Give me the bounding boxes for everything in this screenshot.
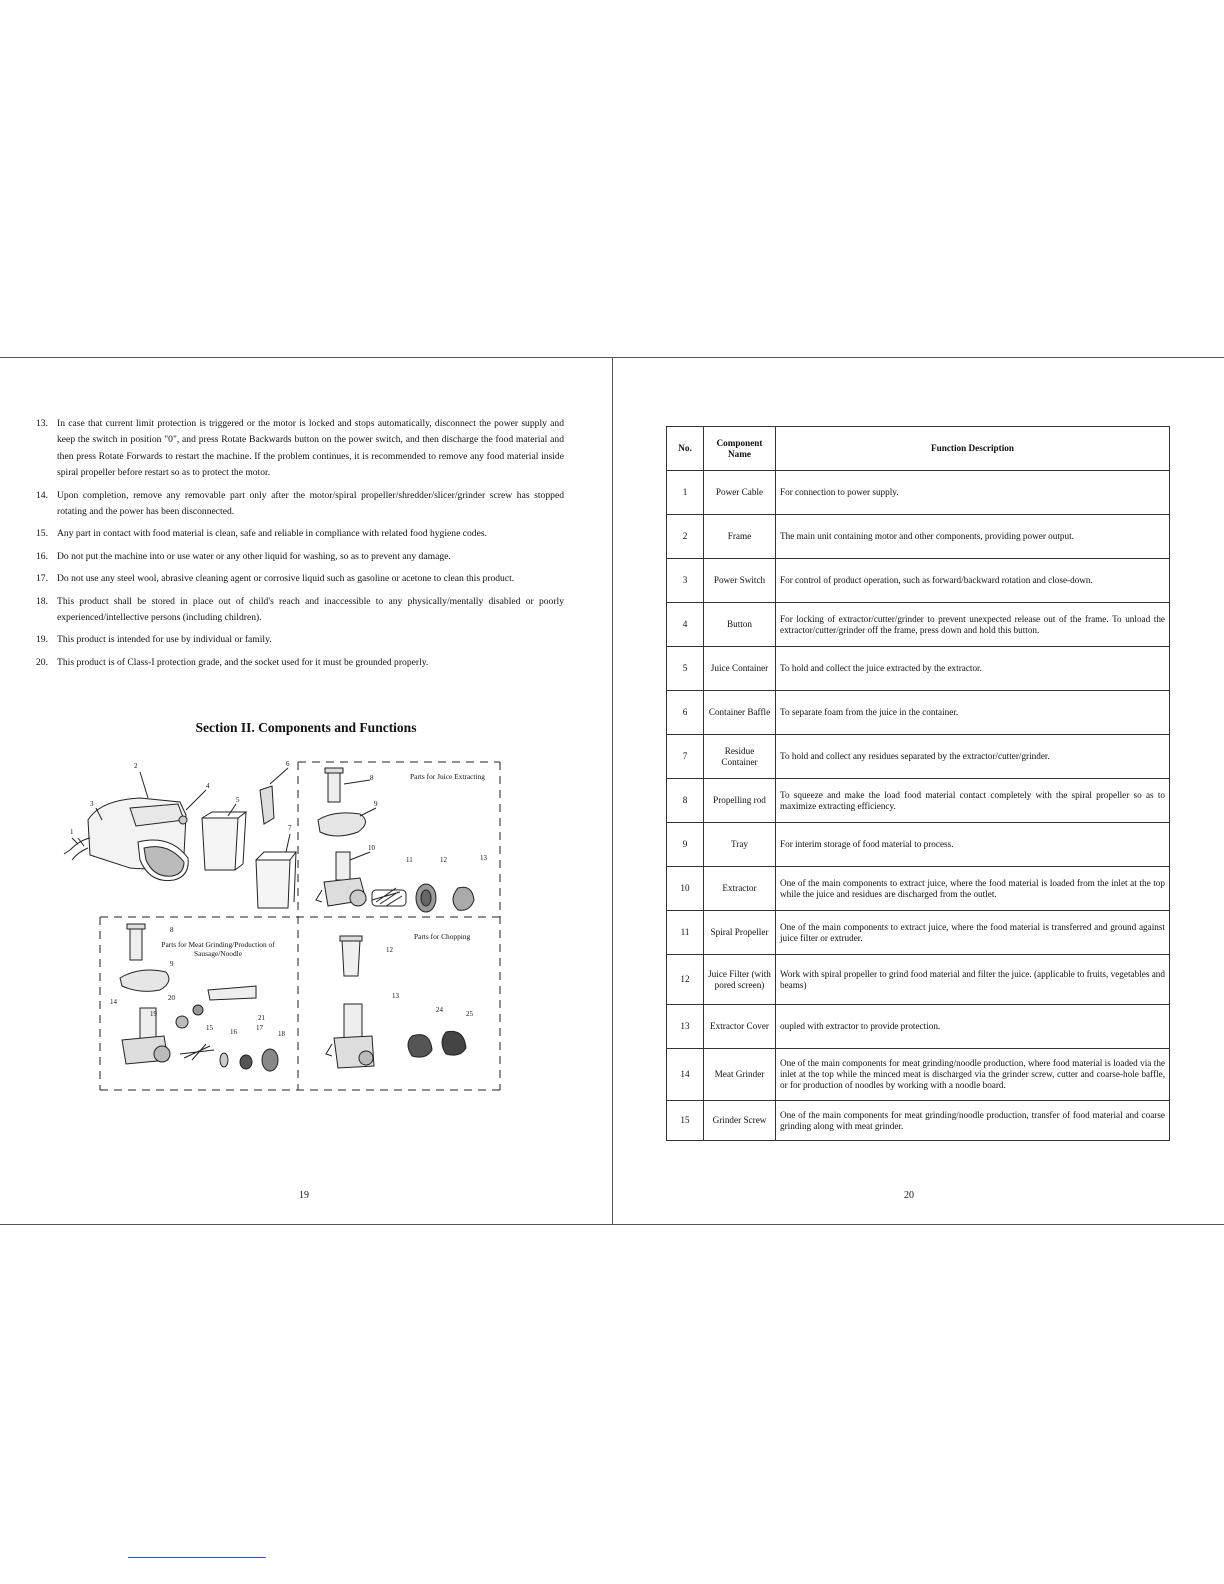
table-row: 5 Juice Container To hold and collect the juice extracted by the extractor.	[667, 647, 1170, 691]
table-row: 14 Meat Grinder One of the main components for meat grinding/noodle production, where food material is loaded via the inlet at the top while the minced meat is discharged via the grinder screw, cutter and coarse-hole baffle, or for production of noodles by working with a noodle board.	[667, 1049, 1170, 1101]
components-diagram	[60, 760, 510, 1105]
list-item: 17. Do not use any steel wool, abrasive cleaning agent or corrosive liquid such as gasoline or acetone to clean this product.	[36, 573, 515, 585]
table-row: 2 Frame The main unit containing motor and other components, providing power output.	[667, 515, 1170, 559]
part-number: 8	[370, 774, 374, 782]
section-title: Section II. Components and Functions	[195, 720, 417, 735]
part-number: 11	[406, 856, 413, 864]
part-number: 12	[440, 856, 447, 864]
part-number: 1	[70, 828, 74, 836]
label-juice-parts: Parts for Juice Extracting	[410, 772, 485, 781]
part-number: 13	[480, 854, 487, 862]
header-name: Component Name	[704, 427, 776, 471]
part-number: 9	[170, 960, 174, 968]
label-chopping-parts: Parts for Chopping	[414, 932, 471, 941]
page-19	[0, 358, 612, 1224]
table-header-row	[667, 427, 1170, 471]
table-row: 6 Container Baffle To separate foam from the juice in the container.	[667, 691, 1170, 735]
table-row: 13 Extractor Cover oupled with extractor to provide protection.	[667, 1005, 1170, 1049]
part-number: 5	[236, 796, 240, 804]
part-number: 9	[374, 800, 378, 808]
table-row: 10 Extractor One of the main components to extract juice, where the food material is loaded from the inlet at the top while the juice and residues are discharged from the outlet.	[667, 867, 1170, 911]
table-row: 8 Propelling rod To squeeze and make the load food material contact completely with the spiral propeller so as to maximize extracting efficiency.	[667, 779, 1170, 823]
part-number: 20	[168, 994, 175, 1002]
list-item: 14. Upon completion, remove any removable part only after the motor/spiral propeller/shredder/slicer/grinder screw has stopped rotating and the power has been disconnected.	[36, 489, 564, 518]
part-number: 7	[288, 824, 292, 832]
header-no: No.	[667, 427, 704, 471]
instruction-list	[36, 416, 564, 677]
footer-line	[128, 1557, 266, 1558]
table-row: 7 Residue Container To hold and collect any residues separated by the extractor/cutter/grinder.	[667, 735, 1170, 779]
part-number: 21	[258, 1014, 265, 1022]
part-number: 25	[466, 1010, 473, 1018]
list-item: 18. This product shall be stored in place out of child's reach and inaccessible to any physically/mentally disabled or poorly experienced/intellective persons (including children).	[36, 595, 564, 624]
page-20	[613, 358, 1224, 1224]
part-number: 8	[170, 926, 174, 934]
part-number: 3	[90, 800, 94, 808]
part-number: 4	[206, 782, 210, 790]
part-number: 12	[386, 946, 393, 954]
table-row: 9 Tray For interim storage of food material to process.	[667, 823, 1170, 867]
part-number: 10	[368, 844, 375, 852]
page-number: 19	[299, 1190, 309, 1201]
label-meat-parts: Parts for Meat Grinding/Production of Sausage/Noodle	[161, 940, 275, 958]
components-table	[666, 426, 1170, 1141]
list-item: 13. In case that current limit protection is triggered or the motor is locked and stops automatically, disconnect the power supply and keep the switch in position "0", and press Rotate Backwards button on the power switch, and then discharge the food material and then press Rotate Forwards to restart the machine. If the problem continues, it is recommended to remove any food material inside spiral propeller before restart so as to protect the motor.	[36, 418, 564, 479]
list-item: 16. Do not put the machine into or use water or any other liquid for washing, so as to prevent any damage.	[36, 550, 451, 562]
part-number: 16	[230, 1028, 237, 1036]
table-row: 3 Power Switch For control of product operation, such as forward/backward rotation and close-down.	[667, 559, 1170, 603]
table-row: 12 Juice Filter (with pored screen) Work with spiral propeller to grind food material and filter the juice. (applicable to fruits, vegetables and beams)	[667, 955, 1170, 1005]
part-number: 18	[278, 1030, 285, 1038]
table-row: 11 Spiral Propeller One of the main components to extract juice, where the food material is transferred and ground against juice filter or extruder.	[667, 911, 1170, 955]
page-number: 20	[904, 1190, 914, 1201]
table-row: 1 Power Cable For connection to power supply.	[667, 471, 1170, 515]
list-item: 19. This product is intended for use by individual or family.	[36, 634, 272, 646]
list-item: 15. Any part in contact with food material is clean, safe and reliable in compliance with related food hygiene codes.	[36, 528, 487, 540]
header-desc: Function Description	[776, 427, 1170, 471]
table-row: 15 Grinder Screw One of the main components for meat grinding/noodle production, transfer of food material and coarse grinding along with meat grinder.	[667, 1101, 1170, 1141]
part-number: 14	[110, 998, 117, 1006]
part-number: 15	[206, 1024, 213, 1032]
part-number: 13	[392, 992, 399, 1000]
part-number: 2	[134, 762, 138, 770]
part-number: 17	[256, 1024, 263, 1032]
table-row: 4 Button For locking of extractor/cutter/grinder to prevent unexpected release out of the frame. To unload the extractor/cutter/grinder off the frame, press down and hold this button.	[667, 603, 1170, 647]
document-spread	[0, 357, 1224, 1225]
part-number: 6	[286, 760, 290, 768]
part-number: 19	[150, 1010, 157, 1018]
list-item: 20. This product is of Class-I protection grade, and the socket used for it must be grounded properly.	[36, 656, 429, 668]
part-number: 24	[436, 1006, 443, 1014]
